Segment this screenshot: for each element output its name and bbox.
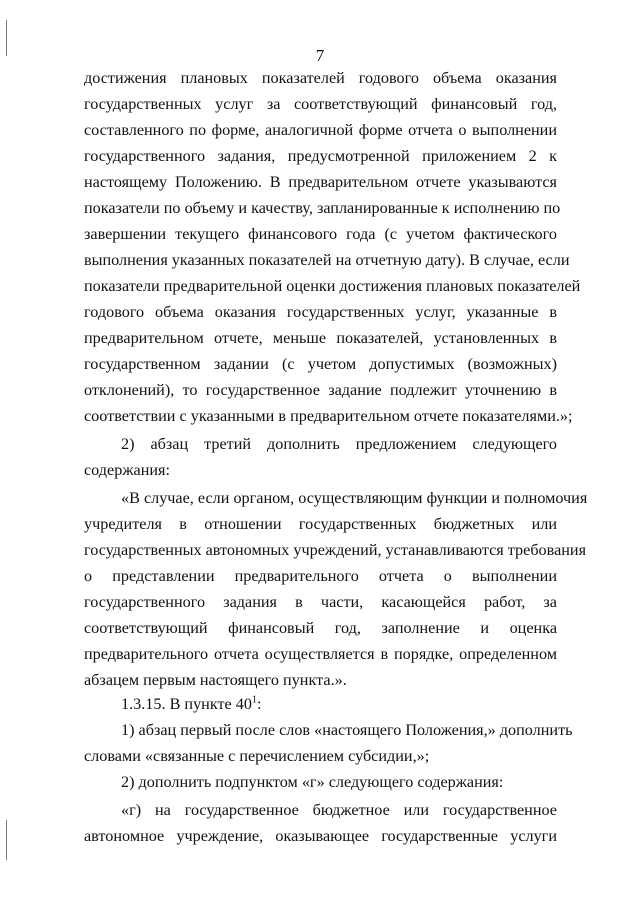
text-line: годового объема оказания государственных услуг, указанные в	[84, 303, 557, 321]
text-line: показатели предварительной оценки достижения плановых показателей	[84, 277, 581, 295]
text-line: «В случае, если органом, осуществляющим функции и полномочия	[121, 489, 588, 507]
text-line: соответствии с указанными в предварительном отчете показателями.»;	[84, 407, 573, 425]
text-line	[121, 694, 557, 714]
text-line: государственного задания в части, касающейся работ, за	[84, 593, 557, 611]
text-line: завершении текущего финансового года (с учетом фактического	[84, 225, 557, 243]
text-line: о представлении предварительного отчета о выполнении	[84, 567, 557, 585]
colon: :	[256, 695, 262, 713]
text-line: автономное учреждение, оказывающее государственные услуги	[84, 827, 557, 845]
text-line: достижения плановых показателей годового объема оказания	[84, 69, 557, 87]
text-line: предварительном отчете, меньше показателей, установленных в	[84, 329, 557, 347]
text-line: показатели по объему и качеству, запланированные к исполнению по	[84, 199, 561, 217]
clause-heading: 1.3.15. В пункте 40	[121, 695, 252, 713]
text-line: словами «связанные с перечислением субсидии,»;	[84, 747, 430, 765]
superscript: 1	[251, 694, 257, 706]
text-line: настоящему Положению. В предварительном отчете указываются	[84, 173, 557, 191]
text-line: государственного задания, предусмотренной приложением 2 к	[84, 147, 557, 165]
page-number: 7	[315, 46, 325, 65]
text-line: предварительного отчета осуществляется в порядке, определенном	[84, 645, 557, 663]
text-line: 2) абзац третий дополнить предложением следующего	[121, 435, 557, 453]
text-line: государственном задании (с учетом допустимых (возможных)	[84, 355, 557, 373]
text-line: абзацем первым настоящего пункта.».	[84, 671, 347, 689]
text-line: учредителя в отношении государственных бюджетных или	[84, 515, 557, 533]
text-line: государственных автономных учреждений, устанавливаются требования	[84, 541, 587, 559]
text-line: 2) дополнить подпунктом «г» следующего содержания:	[121, 773, 504, 791]
scan-edge-mark	[6, 820, 7, 860]
text-line: содержания:	[84, 461, 170, 479]
text-line: отклонений), то государственное задание подлежит уточнению в	[84, 381, 557, 399]
text-line: государственных услуг за соответствующий финансовый год,	[84, 95, 557, 113]
scan-edge-mark	[6, 20, 7, 56]
text-line: соответствующий финансовый год, заполнение и оценка	[84, 619, 557, 637]
text-line: составленного по форме, аналогичной форме отчета о выполнении	[84, 121, 557, 139]
text-line: выполнения указанных показателей на отчетную дату). В случае, если	[84, 251, 570, 269]
text-line: 1) абзац первый после слов «настоящего Положения,» дополнить	[121, 721, 573, 739]
text-line: «г) на государственное бюджетное или государственное	[121, 801, 557, 819]
